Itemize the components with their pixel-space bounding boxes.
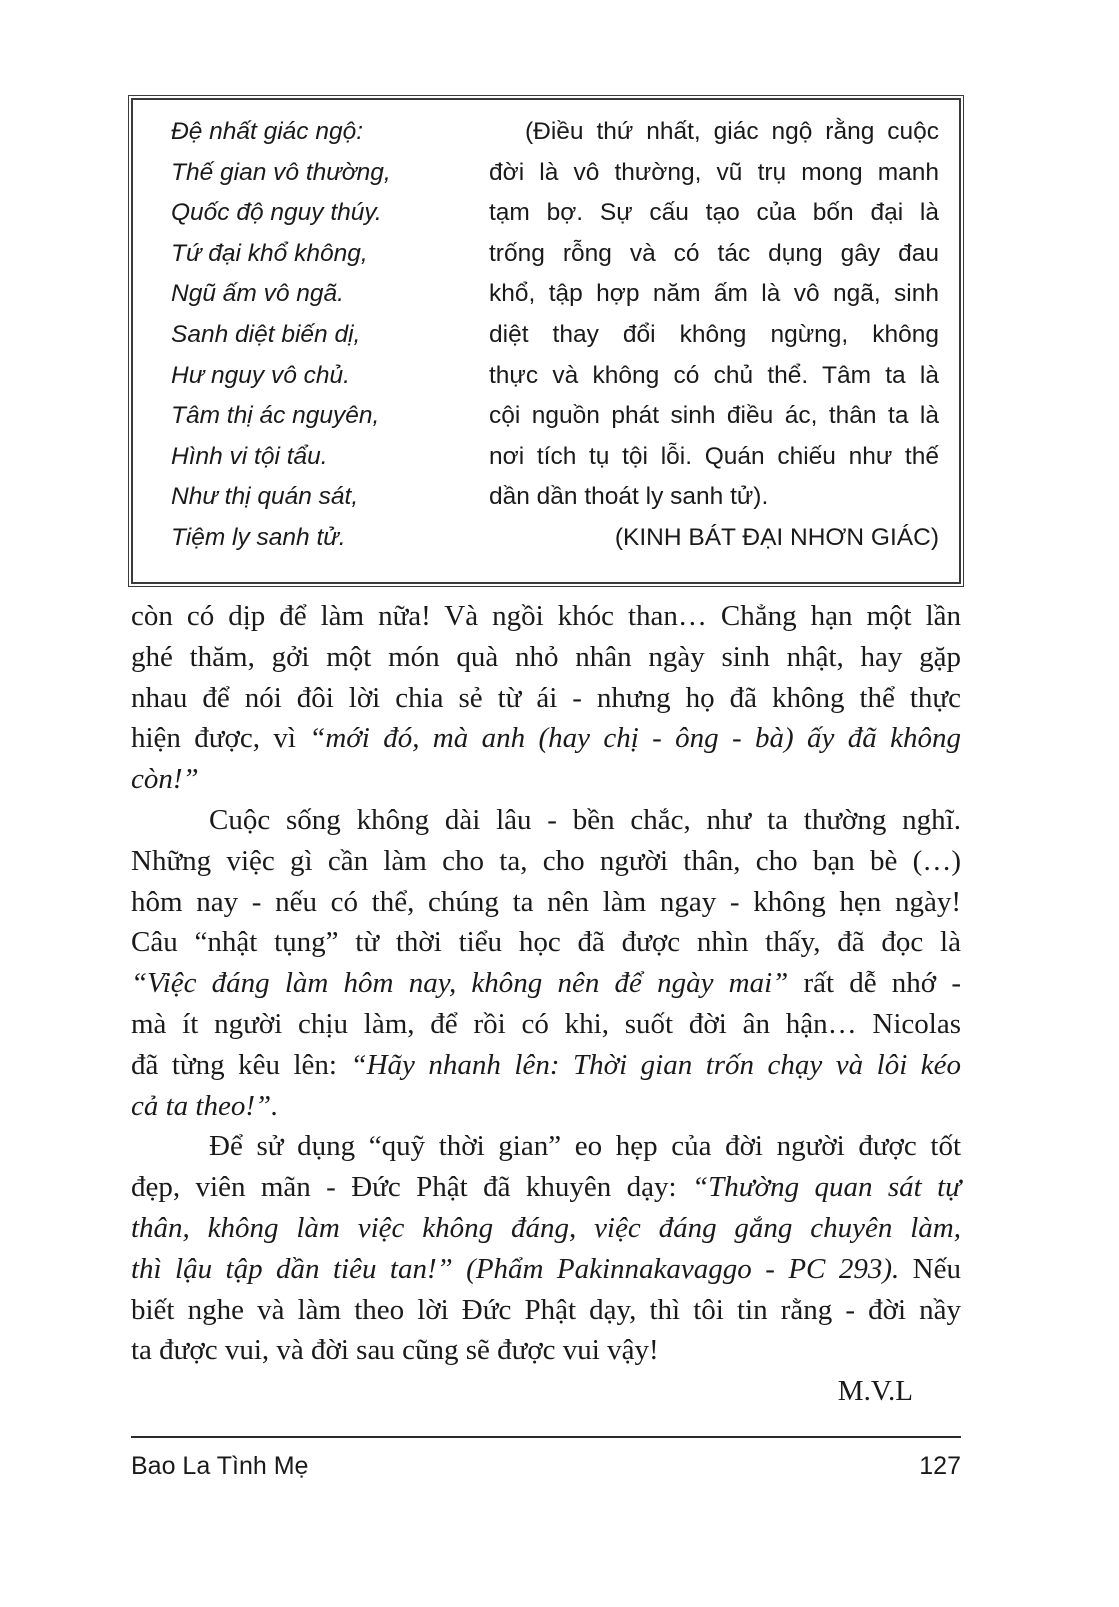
body-line: nhau để nói đôi lời chia sẻ từ ái - nhưng họ đã không thể thực — [131, 681, 961, 714]
translation-line: đời là vô thường, vũ trụ mong manh — [489, 158, 939, 186]
body-line: còn có dịp để làm nữa! Và ngồi khóc than… Chẳng hạn một lần — [131, 600, 961, 632]
translation-line: diệt thay đổi không ngừng, không — [489, 320, 939, 348]
body-line — [131, 718, 961, 759]
body-text — [131, 596, 961, 1412]
quote-run: “mới đó, mà anh (hay chị - ông - bà) ấy đã không — [309, 722, 961, 755]
body-line — [131, 963, 961, 1004]
body-line: cả ta theo!”. — [131, 1089, 279, 1122]
body-line: Câu “nhật tụng” từ thời tiểu học đã được nhìn thấy, đã đọc là — [131, 926, 961, 959]
body-line: hôm nay - nếu có thể, chúng ta nên làm ngay - không hẹn ngày! — [131, 885, 961, 918]
translation-line: dần dần thoát ly sanh tử). — [489, 483, 769, 511]
verse-line: Quốc độ nguy thúy. — [171, 199, 382, 227]
verse-line: Sanh diệt biến dị, — [171, 320, 361, 348]
translation-line: (Điều thứ nhất, giác ngộ rằng cuộc — [525, 118, 939, 145]
body-line: biết nghe và làm theo lời Đức Phật dạy, thì tôi tin rằng - đời nầy — [131, 1293, 961, 1326]
verse-column — [171, 112, 461, 559]
body-line: Những việc gì cần làm cho ta, cho người thân, cho bạn bè (…) — [131, 844, 961, 877]
footer-page-number: 127 — [919, 1452, 961, 1480]
quote-run: thì lậu tập dần tiêu tan!” (Phẩm Pakinnakavaggo - PC 293). — [131, 1252, 900, 1285]
text-run: rất dễ nhớ - — [788, 967, 961, 1000]
verse-line: Hư nguy vô chủ. — [171, 361, 350, 389]
body-line: ta được vui, và đời sau cũng sẽ được vui vậy! — [131, 1334, 659, 1367]
verse-box — [131, 98, 961, 584]
translation-line: thực và không có chủ thể. Tâm ta là — [489, 361, 939, 389]
verse-line: Tâm thị ác nguyên, — [171, 402, 380, 430]
text-run: đã từng kêu lên: — [131, 1048, 351, 1081]
footer-book-title: Bao La Tình Mẹ — [131, 1452, 309, 1480]
author-signature: M.V.L — [837, 1375, 913, 1408]
body-line — [131, 1249, 961, 1290]
body-line: thân, không làm việc không đáng, việc đáng gắng chuyên làm, — [131, 1211, 961, 1244]
text-run: đẹp, viên mãn - Đức Phật đã khuyên dạy: — [131, 1171, 693, 1204]
verse-line: Thế gian vô thường, — [171, 158, 391, 186]
footer-rule — [131, 1436, 961, 1438]
sutra-source: (KINH BÁT ĐẠI NHƠN GIÁC) — [614, 523, 939, 551]
verse-line: Như thị quán sát, — [171, 483, 359, 511]
body-line: còn!” — [131, 763, 199, 796]
body-line: ghé thăm, gởi một món quà nhỏ nhân ngày sinh nhật, hay gặp — [131, 640, 961, 673]
body-line — [131, 1045, 961, 1086]
translation-line: tạm bợ. Sự cấu tạo của bốn đại là — [489, 199, 939, 227]
verse-line: Tứ đại khổ không, — [171, 239, 368, 267]
translation-line: cội nguồn phát sinh điều ác, thân ta là — [489, 402, 939, 430]
body-line — [131, 1167, 961, 1208]
verse-line: Tiệm ly sanh tử. — [171, 523, 346, 551]
verse-line: Ngũ ấm vô ngã. — [171, 280, 344, 308]
translation-column — [489, 112, 939, 559]
verse-line: Đệ nhất giác ngộ: — [171, 118, 364, 145]
body-line: Để sử dụng “quỹ thời gian” eo hẹp của đời người được tốt — [209, 1130, 961, 1163]
text-run: Nếu — [899, 1252, 961, 1285]
quote-run: “Thường quan sát tự — [692, 1171, 961, 1204]
quote-run: “Hãy nhanh lên: Thời gian trốn chạy và lôi kéo — [350, 1048, 961, 1081]
translation-line: trống rỗng và có tác dụng gây đau — [489, 239, 939, 267]
translation-line: nơi tích tụ tội lỗi. Quán chiếu như thế — [489, 442, 939, 470]
verse-line: Hình vi tội tẩu. — [171, 442, 328, 470]
translation-line: khổ, tập hợp năm ấm là vô ngã, sinh — [489, 280, 939, 308]
quote-run: “Việc đáng làm hôm nay, không nên để ngày mai” — [131, 967, 789, 1000]
body-line: Cuộc sống không dài lâu - bền chắc, như ta thường nghĩ. — [209, 803, 961, 836]
body-line: mà ít người chịu làm, để rồi có khi, suốt đời ân hận… Nicolas — [131, 1007, 961, 1040]
text-run: hiện được, vì — [131, 722, 310, 755]
